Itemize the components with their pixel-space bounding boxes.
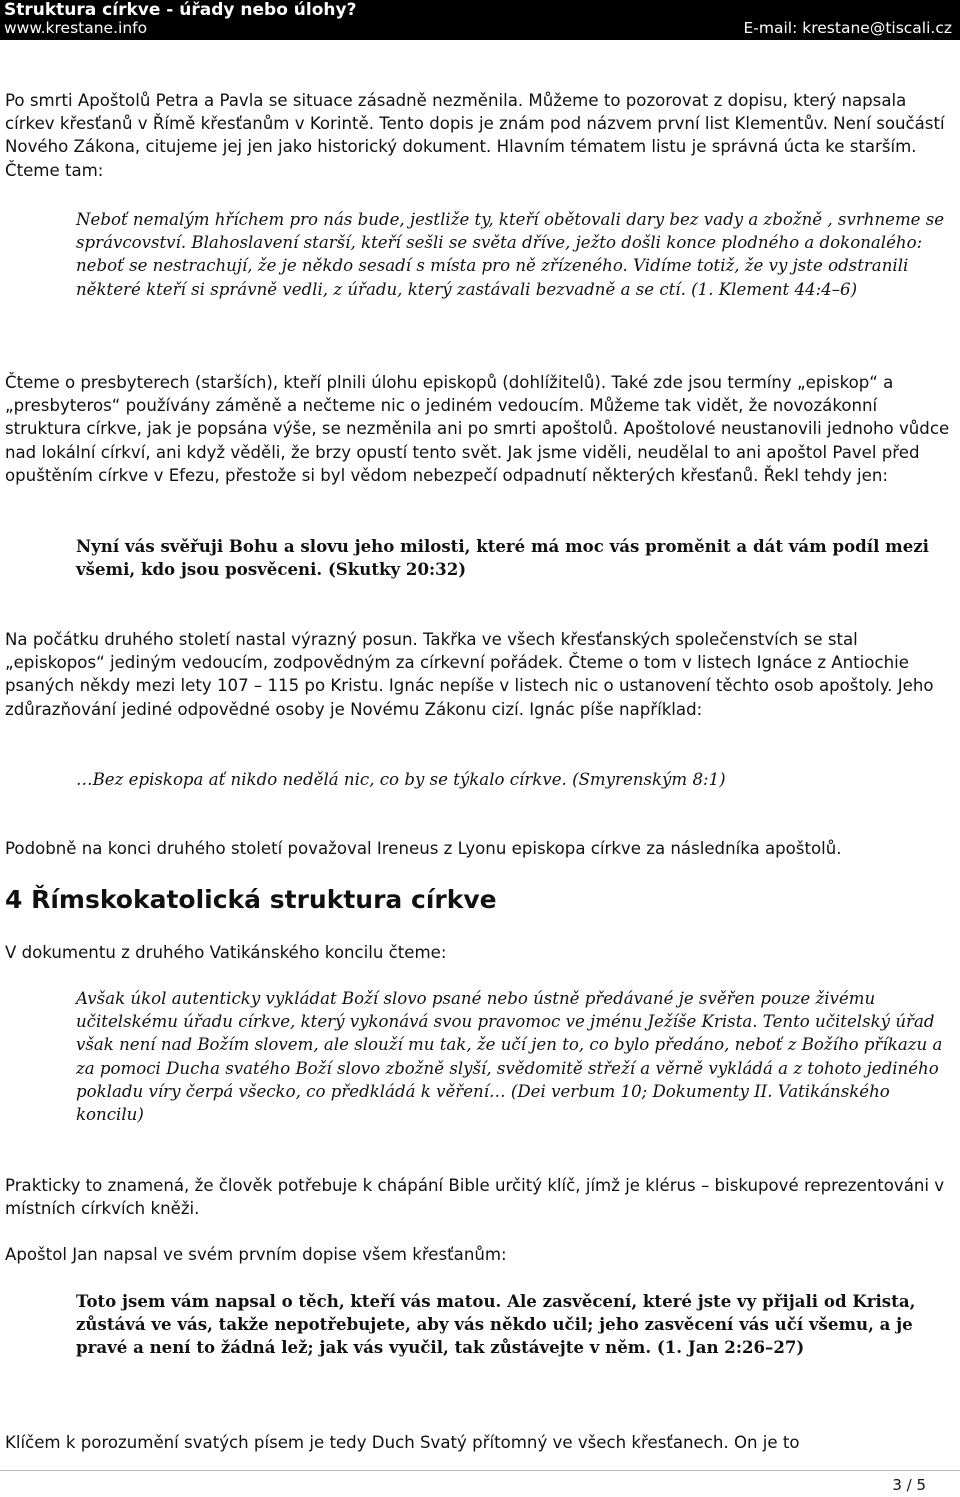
page-number: 3 / 5 — [892, 1476, 926, 1494]
quote-dei-verbum: Avšak úkol autenticky vykládat Boží slovo psané nebo ústně předávané je svěřen pouze živému učitelskému úřadu církve, který vykonává svou pravomoc ve jménu Ježíše Krista. Tento učitelský úřad však není nad Božím slovem, ale slouží mu tak, že učí jen to, co bylo předáno, neboť z Božího příkazu a za pomoci Ducha svatého Boží slovo zbožně slyší, svědomitě střeží a věrně vykládá a z tohoto jediného pokladu víry čerpá všecko, co předkládá k věření… (Dei verbum 10; Dokumenty II. Vatikánského koncilu) — [76, 989, 943, 1125]
quote-acts: Nyní vás svěřuji Bohu a slovu jeho milosti, které má moc vás proměnit a dát vám podíl mezi všemi, kdo jsou posvěceni. (Skutky 20:32) — [76, 536, 929, 580]
paragraph-irenaeus: Podobně na konci druhého století považoval Ireneus z Lyonu episkopa církve za následníka apoštolů. — [5, 839, 842, 858]
quote-first-john: Toto jsem vám napsal o těch, kteří vás matou. Ale zasvěcení, které jste vy přijali od Krista, zůstává ve vás, takže nepotřebujete, aby vás někdo učil; jeho zasvěcení vás učí všemu, a je pravé a není to žádná lež; jak vás vyučil, tak zůstávejte v něm. (1. Jan 2:26–27) — [76, 1291, 916, 1358]
paragraph-holy-spirit: Klíčem k porozumění svatých písem je tedy Duch Svatý přítomný ve všech křesťanech. On je to — [5, 1433, 800, 1452]
quote-smyrnaeans — [76, 768, 946, 791]
paragraph-clergy: Prakticky to znamená, že člověk potřebuje k chápání Bible určitý klíč, jímž je klérus – biskupové reprezentováni v místních církvích kněži. — [5, 1176, 945, 1219]
paragraph-presbyters: Čteme o presbyterech (starších), kteří plnili úlohu episkopů (dohlížitelů). Také zde jsou termíny „episkop“ a „presbyteros“ používány záměně a nečteme nic o jediném vedoucím. Můžeme tak vidět, že novozákonní struktura církve, jak je popsána výše, se nezměnila ani po smrti apoštolů. Apoštolové neustanovili jednoho vůdce nad lokální církví, ani když věděli, že brzy opustí tento svět. Jak jsme viděli, neudělal to ani apoštol Pavel před opuštěním církve v Efezu, přestože si byl vědom nebezpečí odpadnutí některých křesťanů. Řekl tehdy jen: — [5, 373, 950, 485]
paragraph-vatican: V dokumentu z druhého Vatikánského koncilu čteme: — [5, 943, 447, 962]
document-title: Struktura církve - úřady nebo úlohy? — [4, 0, 357, 20]
footer-divider — [0, 1470, 960, 1471]
paragraph-klement-intro: Po smrti Apoštolů Petra a Pavla se situace zásadně nezměnila. Můžeme to pozorovat z dopisu, který napsala církev křesťanů v Římě křesťanům v Korintě. Tento dopis je znám pod názvem první list Klementův. Není součástí Nového Zákona, citujeme jej jen jako historický dokument. Hlavním tématem listu je správná úcta ke starším. Čteme tam: — [5, 91, 945, 180]
paragraph-ignatius: Na počátku druhého století nastal výrazný posun. Takřka ve všech křesťanských společenstvích se stal „episkopos“ jediným vedoucím, zodpovědným za církevní pořádek. Čteme o tom v listech Ignáce z Antiochie psaných někdy mezi lety 107 – 115 po Kristu. Ignác nepíše v listech nic o ustanovení těchto osob apoštoly. Jeho zdůrazňování jediné odpovědné osoby je Novému Zákonu cizí. Ignác píše například: — [5, 630, 934, 719]
site-url[interactable]: www.krestane.info — [4, 19, 148, 37]
page-header — [0, 0, 960, 40]
quote-smyrnaeans-text: …Bez episkopa ať nikdo nedělá nic, co by se týkalo církve. (Smyrenským 8:1) — [76, 770, 726, 789]
paragraph-john-intro: Apoštol Jan napsal ve svém prvním dopise všem křesťanům: — [5, 1245, 507, 1264]
section-heading: 4 Římskokatolická struktura církve — [5, 885, 497, 914]
contact-email[interactable]: E-mail: krestane@tiscali.cz — [743, 19, 952, 37]
quote-klement: Neboť nemalým hříchem pro nás bude, jestliže ty, kteří obětovali dary bez vady a zbožně , svrhneme se správcovství. Blahoslavení starší, kteří sešli se světa dříve, ježto došli konce plodného a dokonalého: neboť se nestrachují, že je někdo sesadí s místa pro ně zřízeného. Vidíme totiž, že vy jste odstranili některé kteří si správně vedli, z úřadu, který zastávali bezvadně a se ctí. (1. Klement 44:4–6) — [76, 210, 945, 299]
